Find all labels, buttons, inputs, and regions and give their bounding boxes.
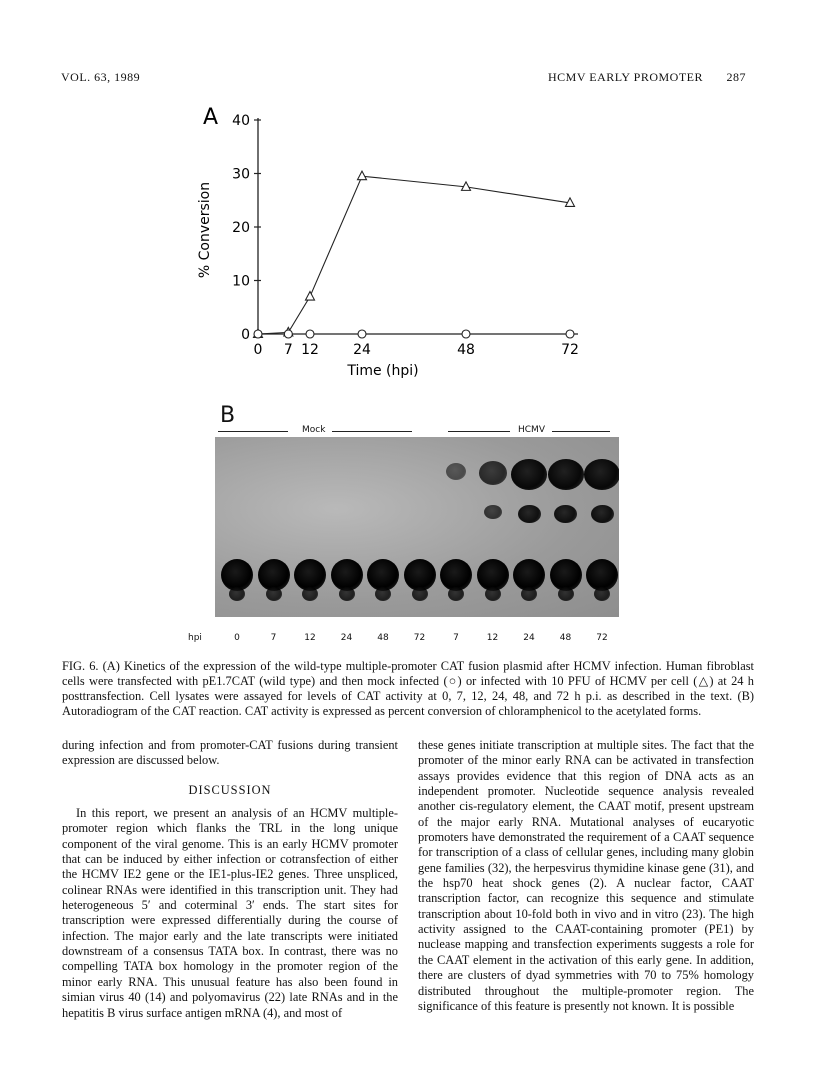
line-chart-panel-a bbox=[195, 100, 615, 385]
right-column bbox=[418, 738, 754, 1014]
mock-data-point bbox=[306, 330, 314, 338]
tlc-plate bbox=[215, 437, 619, 617]
x-tick-label: 72 bbox=[561, 342, 579, 358]
x-tick-label: 12 bbox=[301, 342, 319, 358]
figure-caption: FIG. 6. (A) Kinetics of the expression of the wild-type multiple-promoter CAT fusion plasmid after HCMV infection. Human fibroblast cells were transfected with pE1.7CAT (wild type) and then mock infected (○) or infected with 10 PFU of HCMV per cell (△) at 24 h posttransfection. Cell lysates were assayed for levels of CAT activity at 0, 7, 12, 24, 48, and 72 h p.i. as described in the text. (B) Autoradiogram of the CAT reaction. CAT activity is expressed as percent conversion of chloramphenicol to the acetylated forms. bbox=[62, 659, 754, 718]
x-tick-label: 48 bbox=[457, 342, 475, 358]
hcmv-data-point bbox=[358, 171, 367, 180]
acetylated-spot-upper bbox=[446, 463, 466, 480]
hcmv-bracket-left bbox=[448, 431, 510, 432]
y-tick-label: 0 bbox=[241, 327, 250, 343]
left-intro-text: during infection and from promoter-CAT fusions during transient expression are discussed below. bbox=[62, 738, 398, 768]
left-column bbox=[62, 738, 398, 1021]
autoradiogram-panel-b bbox=[188, 395, 630, 655]
discussion-heading: DISCUSSION bbox=[188, 782, 272, 797]
y-tick-label: 40 bbox=[232, 113, 250, 129]
acetylated-spot-lower bbox=[591, 505, 614, 523]
y-tick-label: 30 bbox=[232, 166, 250, 183]
origin-spot-tail bbox=[339, 587, 355, 601]
acetylated-spot-upper bbox=[511, 459, 547, 490]
x-tick-label: 0 bbox=[253, 342, 263, 358]
origin-spot-tail bbox=[375, 587, 391, 601]
lane-label: 48 bbox=[377, 633, 389, 643]
x-tick-label: 24 bbox=[353, 342, 371, 358]
lane-label: 24 bbox=[523, 633, 535, 643]
journal-volume: VOL. 63, 1989 bbox=[61, 70, 141, 84]
lane-label: 48 bbox=[559, 633, 572, 643]
mock-bracket-left bbox=[218, 431, 288, 432]
mock-data-point bbox=[254, 330, 262, 338]
x-axis-label: Time (hpi) bbox=[347, 363, 419, 379]
mock-data-point bbox=[358, 330, 366, 338]
origin-spot-tail bbox=[302, 587, 318, 601]
mock-data-point bbox=[462, 330, 470, 338]
origin-spot-tail bbox=[521, 587, 537, 601]
origin-spot-tail bbox=[594, 587, 610, 601]
origin-spot-tail bbox=[229, 587, 245, 601]
origin-spot-tail bbox=[558, 587, 574, 601]
acetylated-spot-lower bbox=[518, 505, 541, 523]
lane-label: 0 bbox=[234, 633, 240, 643]
right-column-paragraph: these genes initiate transcription at multiple sites. The fact that the promoter of the minor early RNA can be activated in transfection assays provides evidence that this region of DNA acts as an independent promoter. Nucleotide sequence analysis revealed another cis-regulatory element, the CAAT motif, present upstream of the major early RNA. Mutational analyses of eucaryotic promoters have demonstrated the requirement of a CAAT sequence for transcription of a class of cellular genes, including many globin gene families (32), the herpesvirus thymidine kinase gene (31), and the hsp70 heat shock genes (2). A nuclear factor, CAAT transcription factor, can recognize this sequence and stimulate transcription about 10-fold both in vivo and in vitro (23). The high activity assigned to the CAAT-containing promoter (PE1) by nuclease mapping and transfection experiments suggests a role for the CAAT element in the activation of this early gene. In addition, there are clusters of dyad symmetries with 70 to 75% homology distributed throughout the multiple-promoter region. The significance of this feature is presently not known. It is possible bbox=[418, 738, 754, 1013]
acetylated-spot-lower bbox=[484, 505, 502, 519]
discussion-paragraph: In this report, we present an analysis of an HCMV multiple-promoter region which flanks the TRL in the long unique component of the viral genome. This is an early HCMV promoter that can be induced by either infection or cotransfection of either the HCMV IE2 gene or the IE1-plus-IE2 genes. Three unspliced, colinear RNAs were identified in this transcription unit. They had heterogeneous 5′ and coterminal 3′ ends. The start sites for transcription were expressed differentially during the course of infection. The major early and the late transcripts were initiated downstream of a consensus TATA box. In contrast, there was no compelling TATA box homology in the promoter region of the minor early RNA. This unusual feature has also been found in simian virus 40 (14) and polyomavirus (22) late RNAs and in the hepatitis B virus surface antigen mRNA (4), and most of bbox=[62, 806, 398, 1020]
running-header bbox=[528, 70, 746, 85]
acetylated-spot-upper bbox=[479, 461, 507, 485]
acetylated-spot-lower bbox=[554, 505, 577, 523]
lane-label: 12 bbox=[304, 633, 316, 643]
x-tick-label: 7 bbox=[283, 342, 293, 358]
origin-spot-tail bbox=[266, 587, 282, 601]
chart-axes bbox=[232, 113, 579, 358]
hpi-label: hpi bbox=[188, 633, 202, 643]
mock-group-label: Mock bbox=[302, 425, 326, 435]
mock-data-point bbox=[284, 330, 292, 338]
panel-a-label: A bbox=[203, 105, 219, 130]
lane-label: 72 bbox=[596, 633, 608, 643]
acetylated-spot-upper bbox=[584, 459, 619, 490]
lane-label: 7 bbox=[453, 633, 459, 643]
y-axis-label: % Conversion bbox=[197, 181, 213, 279]
lane-label: 12 bbox=[486, 633, 499, 643]
page-number: 287 bbox=[726, 70, 746, 84]
panel-b-label: B bbox=[220, 403, 236, 428]
y-tick-label: 20 bbox=[232, 220, 250, 236]
lane-label: 24 bbox=[340, 633, 353, 643]
hcmv-data-point bbox=[306, 292, 315, 301]
origin-spot-tail bbox=[412, 587, 428, 601]
hcmv-group-label: HCMV bbox=[518, 425, 545, 435]
chart-marks bbox=[254, 171, 575, 338]
hcmv-series-line bbox=[258, 176, 570, 334]
origin-spot-tail bbox=[448, 587, 464, 601]
lane-label: 72 bbox=[413, 633, 426, 643]
origin-spot-tail bbox=[485, 587, 501, 601]
lane-label: 7 bbox=[270, 633, 277, 643]
mock-bracket-right bbox=[332, 431, 412, 432]
y-tick-label: 10 bbox=[232, 273, 250, 290]
mock-data-point bbox=[566, 330, 574, 338]
acetylated-spot-upper bbox=[548, 459, 584, 490]
running-title: HCMV EARLY PROMOTER bbox=[548, 70, 703, 84]
hcmv-bracket-right bbox=[552, 431, 610, 432]
